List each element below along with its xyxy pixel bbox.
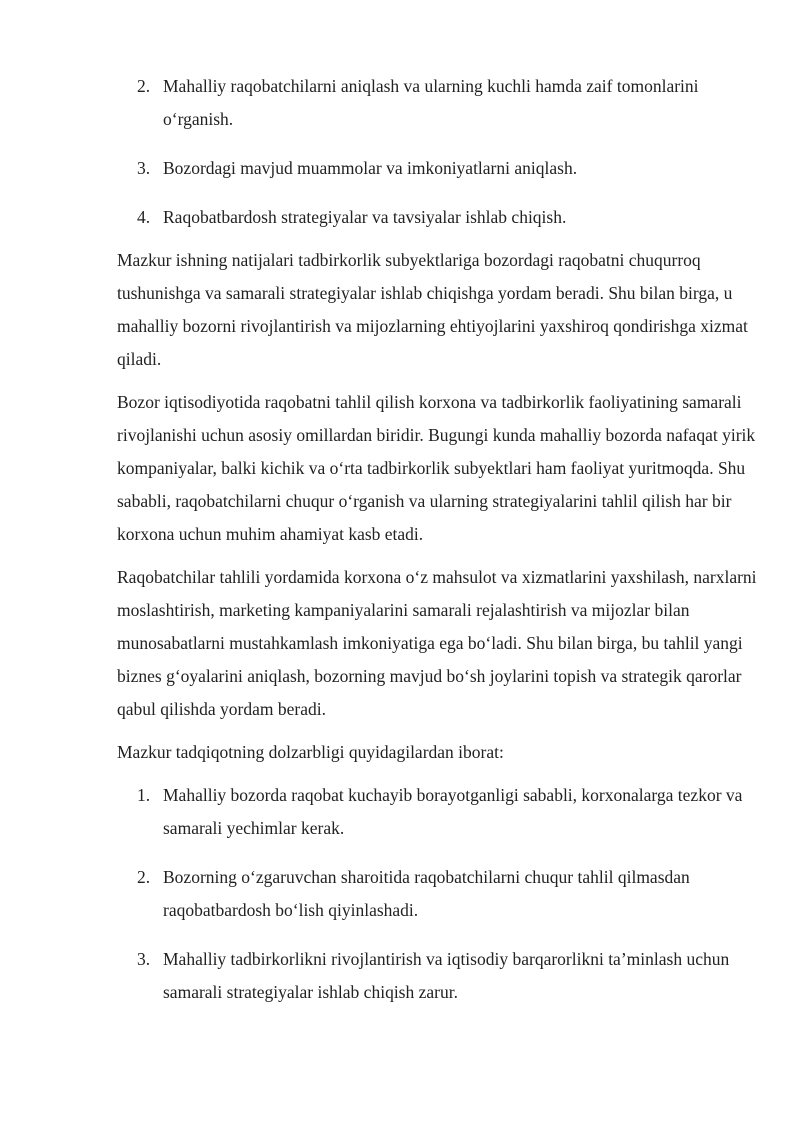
list-item-text: Raqobatbardosh strategiyalar va tavsiyalar ishlab chiqish. (163, 207, 567, 227)
list-item-text: Mahalliy tadbirkorlikni rivojlantirish va iqtisodiy barqarorlikni ta’minlash uchun samarali strategiyalar ishlab chiqish zarur. (163, 949, 730, 1002)
list-item-text: Bozorning o‘zgaruvchan sharoitida raqobatchilarni chuqur tahlil qilmasdan raqobatbardosh bo‘lish qiyinlashadi. (163, 867, 690, 920)
list-item (117, 861, 757, 927)
list-item (117, 779, 757, 845)
list-item-number: 1. (137, 785, 151, 805)
list-item-number: 4. (137, 207, 151, 227)
objectives-list (117, 70, 757, 234)
paragraph-relevance-intro: Mazkur tadqiqotning dolzarbligi quyidagilardan iborat: (117, 742, 504, 762)
relevance-list (117, 779, 757, 1009)
paragraph-market-economy: Bozor iqtisodiyotida raqobatni tahlil qilish korxona va tadbirkorlik faoliyatining samarali rivojlanishi uchun asosiy omillardan biridir. Bugungi kunda mahalliy bozorda nafaqat yirik kompaniyalar, balki kichik va o‘rta tadbirkorlik subyektlari ham faoliyat yuritmoqda. Shu sababli, raqobatchilarni chuqur o‘rganish va ularning strategiyalarini tahlil qilish har bir korxona uchun muhim ahamiyat kasb etadi. (117, 392, 756, 544)
paragraph-competitor-analysis: Raqobatchilar tahlili yordamida korxona o‘z mahsulot va xizmatlarini yaxshilash, narxlarni moslashtirish, marketing kampaniyalarini samarali rejalashtirish va mijozlar bilan munosabatlarni mustahkamlash imkoniyatiga ega bo‘ladi. Shu bilan birga, bu tahlil yangi biznes g‘oyalarini aniqlash, bozorning mavjud bo‘sh joylarini topish va strategik qarorlar qabul qilishda yordam beradi. (117, 567, 757, 719)
list-item (117, 943, 757, 1009)
list-item (117, 70, 757, 136)
list-item (117, 201, 757, 234)
list-item-number: 3. (137, 949, 151, 969)
list-item-number: 2. (137, 76, 151, 96)
list-item-text: Bozordagi mavjud muammolar va imkoniyatlarni aniqlash. (163, 158, 578, 178)
list-item-number: 3. (137, 158, 151, 178)
paragraph-results: Mazkur ishning natijalari tadbirkorlik subyektlariga bozordagi raqobatni chuqurroq tushunishga va samarali strategiyalar ishlab chiqishga yordam beradi. Shu bilan birga, u mahalliy bozorni rivojlantirish va mijozlarning ehtiyojlarini yaxshiroq qondirishga xizmat qiladi. (117, 250, 748, 369)
list-item-number: 2. (137, 867, 151, 887)
list-item (117, 152, 757, 185)
list-item-text: Mahalliy raqobatchilarni aniqlash va ularning kuchli hamda zaif tomonlarini o‘rganish. (163, 76, 699, 129)
list-item-text: Mahalliy bozorda raqobat kuchayib borayotganligi sababli, korxonalarga tezkor va samarali yechimlar kerak. (163, 785, 743, 838)
page-content (117, 70, 757, 1025)
